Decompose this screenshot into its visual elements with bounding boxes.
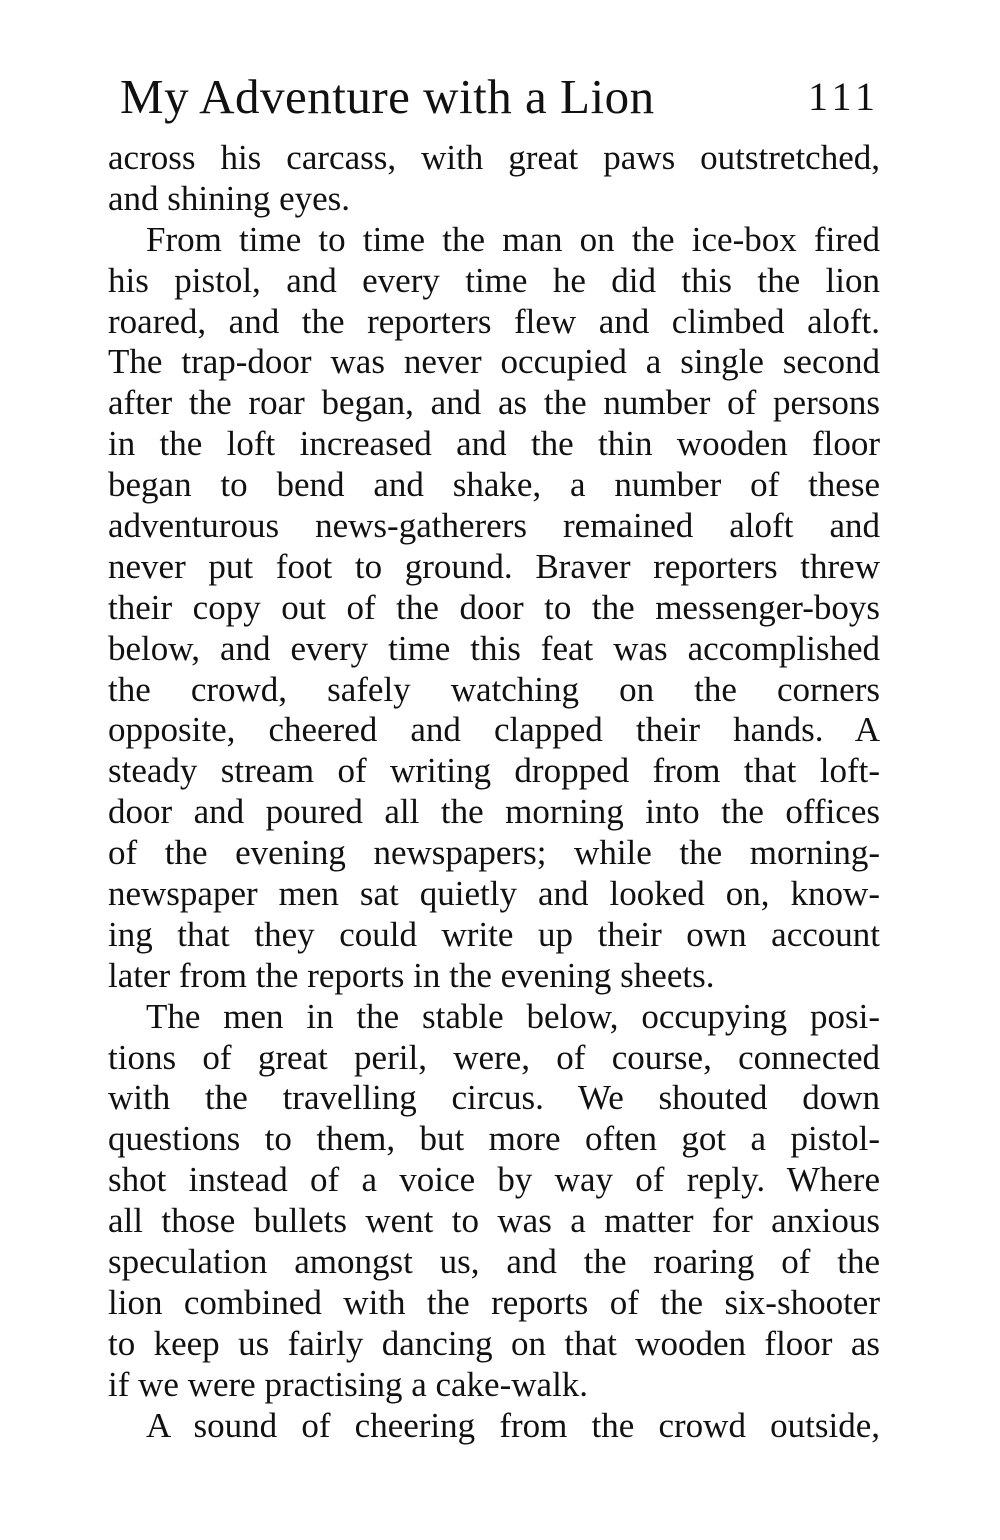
page-header [120,66,880,128]
text-line: their copy out of the door to the messenger-boys [108,587,880,627]
text-line: if we were practising a cake-walk. [108,1364,589,1404]
text-line: roared, and the reporters flew and climbed aloft. [108,301,880,341]
body-text [108,138,880,1447]
text-line: of the evening newspapers; while the morning- [108,833,880,873]
text-line: after the roar began, and as the number of persons [108,383,880,423]
text-line: adventurous news-gatherers remained aloft and [108,506,880,546]
text-line: The trap-door was never occupied a single second [108,342,880,382]
text-line: newspaper men sat quietly and looked on, know- [108,874,880,914]
text-line: and shining eyes. [108,178,351,218]
paragraph-start-line: A sound of cheering from the crowd outside, [146,1405,880,1445]
text-line: his pistol, and every time he did this the lion [108,260,880,300]
page-number: 111 [807,74,880,119]
text-line: lion combined with the reports of the six-shooter [108,1282,880,1322]
text-line: with the travelling circus. We shouted down [108,1078,880,1118]
text-line: questions to them, but more often got a pistol- [108,1119,880,1159]
text-line: below, and every time this feat was accomplished [108,628,880,668]
paragraph-start-line: From time to time the man on the ice-box fired [146,219,880,259]
text-line: to keep us fairly dancing on that wooden floor as [108,1323,880,1363]
text-line: steady stream of writing dropped from that loft- [108,751,880,791]
text-line: the crowd, safely watching on the corners [108,669,880,709]
text-line: never put foot to ground. Braver reporters threw [108,546,880,586]
text-line: opposite, cheered and clapped their hands. A [108,710,880,750]
text-line: across his carcass, with great paws outstretched, [108,138,880,177]
paragraph-start-line: The men in the stable below, occupying posi- [146,996,880,1036]
text-line: speculation amongst us, and the roaring of the [108,1242,880,1282]
text-line: later from the reports in the evening sheets. [108,955,715,995]
text-line: tions of great peril, were, of course, connected [108,1037,880,1077]
running-title: My Adventure with a Lion [120,69,655,124]
text-line: all those bullets went to was a matter for anxious [108,1201,880,1241]
text-line: door and poured all the morning into the offices [108,792,880,832]
text-line: shot instead of a voice by way of reply. Where [108,1160,880,1200]
text-line: began to bend and shake, a number of these [108,465,880,505]
text-line: in the loft increased and the thin wooden floor [108,424,880,464]
text-line: ing that they could write up their own account [108,914,880,954]
